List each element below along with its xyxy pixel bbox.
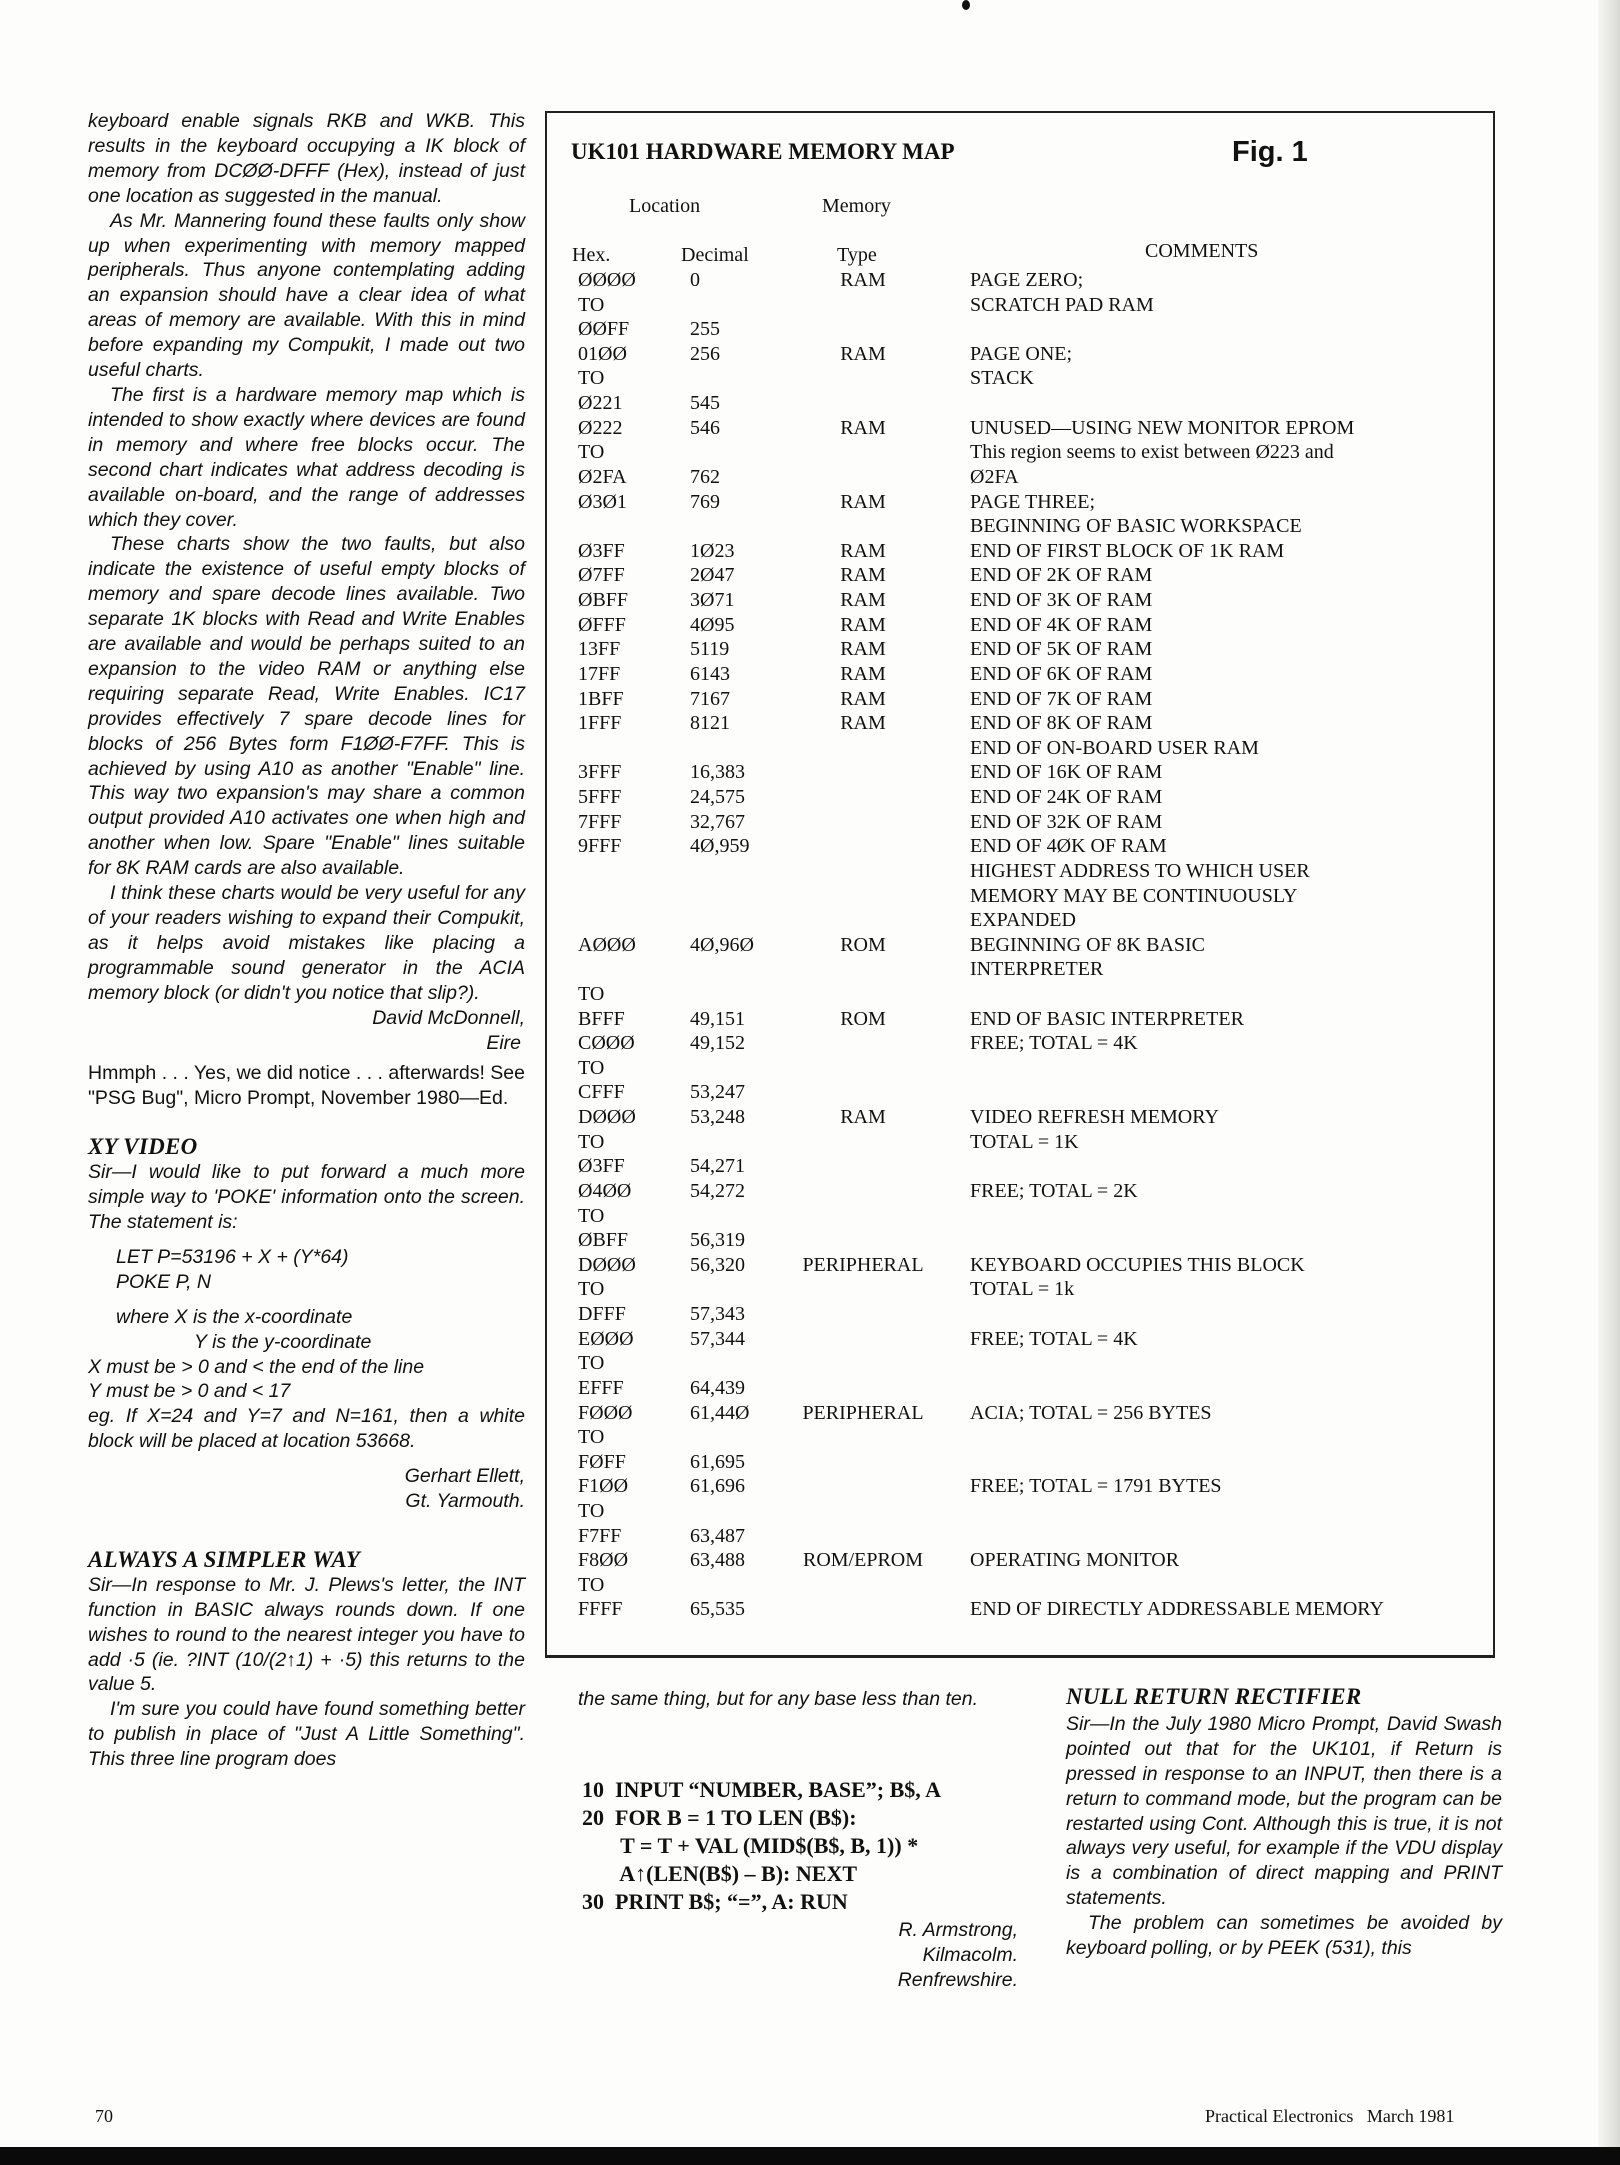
hex-cell: AØØØ — [578, 933, 636, 956]
decimal-cell: 61,44Ø — [690, 1401, 750, 1424]
decimal-cell: 769 — [690, 490, 720, 513]
code-line: POKE P, N — [116, 1270, 212, 1293]
comment-cell: FREE; TOTAL = 1791 BYTES — [970, 1475, 1222, 1498]
hex-cell: BFFF — [578, 1007, 625, 1030]
comment-cell: END OF DIRECTLY ADDRESSABLE MEMORY — [970, 1598, 1384, 1621]
letter-paragraph: The problem can sometimes be avoided by keyboard polling, or by PEEK (531), this — [1066, 1912, 1502, 1960]
decimal-cell: 16,383 — [690, 761, 745, 784]
section-heading-xy-video: XY VIDEO — [88, 1134, 198, 1160]
middle-column — [578, 1687, 1015, 1712]
hex-cell: Ø4ØØ — [578, 1179, 632, 1202]
comment-cell: END OF 16K OF RAM — [970, 761, 1163, 784]
constraint-line: X must be > 0 and < the end of the line — [88, 1355, 425, 1378]
editor-note: Hmmph . . . Yes, we did notice . . . afterwards! See "PSG Bug", Micro Prompt, November 1980—Ed. — [88, 1062, 525, 1110]
hex-cell: ØBFF — [578, 1229, 629, 1252]
signature-name: David McDonnell, — [372, 1006, 525, 1029]
decimal-cell: 2Ø47 — [690, 564, 735, 587]
section-heading-simpler-way: ALWAYS A SIMPLER WAY — [88, 1546, 361, 1572]
hex-cell: 9FFF — [578, 835, 622, 858]
hex-cell: ØØØØ — [578, 269, 636, 291]
decimal-cell: 61,695 — [690, 1450, 745, 1473]
hex-cell: Ø7FF — [578, 564, 625, 587]
decimal-cell: 32,767 — [690, 810, 745, 833]
hex-cell: FØØØ — [578, 1401, 633, 1424]
hex-cell: 1FFF — [578, 712, 622, 735]
letter-paragraph: I'm sure you could have found something better to publish in place of "Just A Little Something". This three line program does — [88, 1698, 525, 1771]
type-cell: RAM — [840, 269, 886, 291]
decimal-cell: 5119 — [690, 638, 730, 661]
hex-cell: Ø2FA — [578, 465, 627, 488]
comment-cell: Ø2FA — [970, 465, 1019, 488]
example-line: eg. If X=24 and Y=7 and N=161, then a white block will be placed at location 53668. — [88, 1405, 525, 1453]
hex-cell: TO — [578, 293, 605, 316]
decimal-cell: 1Ø23 — [690, 539, 735, 562]
comment-cell: OPERATING MONITOR — [970, 1549, 1180, 1572]
hex-cell: ØBFF — [578, 589, 629, 612]
comment-cell: TOTAL = 1k — [970, 1278, 1075, 1301]
hex-cell: ØØFF — [578, 318, 630, 341]
comment-cell: INTERPRETER — [970, 958, 1104, 981]
comment-cell: This region seems to exist between Ø223 and — [970, 441, 1334, 464]
hex-cell: Ø3Ø1 — [578, 490, 627, 513]
type-cell: RAM — [840, 1106, 886, 1129]
decimal-cell: 546 — [690, 416, 720, 439]
type-header: Type — [837, 244, 877, 266]
type-cell: RAM — [840, 416, 886, 439]
comment-cell: END OF BASIC INTERPRETER — [970, 1007, 1244, 1030]
comment-cell: KEYBOARD OCCUPIES THIS BLOCK — [970, 1253, 1305, 1276]
hex-cell: FFFF — [578, 1598, 623, 1621]
comment-cell: EXPANDED — [970, 909, 1076, 932]
decimal-cell: 54,271 — [690, 1155, 745, 1178]
letter-paragraph: the same thing, but for any base less than ten. — [578, 1688, 978, 1710]
figure-label: Fig. 1 — [1232, 136, 1308, 168]
type-cell: RAM — [840, 342, 886, 365]
memory-map-title: UK101 HARDWARE MEMORY MAP — [571, 139, 955, 164]
type-cell: ROM/EPROM — [802, 1549, 924, 1572]
comment-cell: UNUSED—USING NEW MONITOR EPROM — [970, 416, 1355, 439]
hex-cell: DØØØ — [578, 1253, 636, 1276]
hex-cell: F8ØØ — [578, 1549, 629, 1572]
type-cell: RAM — [840, 564, 886, 587]
comment-cell: VIDEO REFRESH MEMORY — [970, 1106, 1219, 1129]
hex-cell: TO — [578, 1278, 605, 1301]
comment-cell: ACIA; TOTAL = 256 BYTES — [970, 1401, 1212, 1424]
type-cell: RAM — [840, 539, 886, 562]
signature-place: Eire — [486, 1031, 521, 1054]
letter-paragraph: As Mr. Mannering found these faults only show up when experimenting with memory mapped peripherals. Thus anyone contemplating adding an expansion should have a clear idea of what areas of memory are available. With this in mind before expanding my Compukit, I made out two useful charts. — [88, 209, 525, 382]
letter-paragraph: The first is a hardware memory map which is intended to show exactly where devices are found in memory and where free blocks occur. The second chart indicates what address decoding is available on-board, and the range of addresses which they cover. — [88, 383, 525, 531]
type-cell: RAM — [840, 662, 886, 685]
decimal-cell: 65,535 — [690, 1598, 745, 1621]
comments-header: COMMENTS — [1145, 240, 1259, 262]
letter-paragraph: I think these charts would be very useful for any of your readers wishing to expand their Compukit, as it helps avoid mistakes like placing a programmable sound generator in the ACIA memory block (or didn't you notice that slip?). — [88, 882, 525, 1004]
type-cell: ROM — [840, 933, 886, 956]
decimal-cell: 53,247 — [690, 1081, 745, 1104]
section-heading-null-return: NULL RETURN RECTIFIER — [1066, 1684, 1362, 1709]
comment-cell: END OF 3K OF RAM — [970, 589, 1153, 612]
hex-cell: TO — [578, 1573, 605, 1596]
location-header: Location — [629, 195, 701, 217]
decimal-cell: 64,439 — [690, 1376, 745, 1399]
hex-cell: Ø222 — [578, 416, 623, 439]
comment-cell: END OF ON-BOARD USER RAM — [970, 736, 1259, 759]
hex-cell: TO — [578, 1130, 605, 1153]
scan-border — [0, 2147, 1620, 2165]
type-cell: RAM — [840, 613, 886, 636]
decimal-cell: 8121 — [690, 712, 730, 735]
program-line: T = T + VAL (MID$(B$, B, 1)) * — [582, 1833, 919, 1858]
hex-cell: 5FFF — [578, 786, 622, 809]
hex-cell: 17FF — [578, 662, 621, 685]
hex-cell: TO — [578, 1352, 605, 1375]
decimal-cell: 4Ø,959 — [690, 835, 750, 858]
comment-cell: PAGE THREE; — [970, 490, 1096, 513]
hex-cell: EØØØ — [578, 1327, 634, 1350]
hex-cell: Ø221 — [578, 392, 623, 415]
hex-cell: EFFF — [578, 1376, 624, 1399]
type-cell: PERIPHERAL — [802, 1401, 924, 1424]
comment-cell: END OF FIRST BLOCK OF 1K RAM — [970, 539, 1285, 562]
decimal-cell: 0 — [690, 269, 700, 291]
hex-cell: 13FF — [578, 638, 621, 661]
hex-cell: CFFF — [578, 1081, 625, 1104]
signature-county: Renfrewshire. — [897, 1968, 1018, 1991]
page-number: 70 — [95, 2106, 113, 2126]
decimal-cell: 256 — [690, 342, 720, 365]
comment-cell: END OF 8K OF RAM — [970, 712, 1153, 735]
comment-cell: END OF 2K OF RAM — [970, 564, 1153, 587]
definition-line: Y is the y-coordinate — [194, 1330, 372, 1353]
comment-cell: FREE; TOTAL = 4K — [970, 1327, 1138, 1350]
hex-cell: 7FFF — [578, 810, 622, 833]
decimal-cell: 4Ø,96Ø — [690, 933, 754, 956]
constraint-line: Y must be > 0 and < 17 — [88, 1380, 291, 1403]
letter-paragraph: These charts show the two faults, but also indicate the existence of useful empty blocks of memory and spare decode lines available. Two separate 1K blocks with Read and Write Enables are available and would be perhaps suited to an expansion to the video RAM or anything else requiring separate Read, Write Enables. IC17 provides effectively 7 spare decode lines for blocks of 256 Bytes form F1ØØ-F7FF. This is achieved by using A10 as another "Enable" line. This way two expansion's may share a common output provided A10 activates one when high and another when low. Spare "Enable" lines suitable for 8K RAM cards are also available. — [88, 533, 525, 880]
decimal-cell: 57,343 — [690, 1303, 745, 1326]
hex-cell: F1ØØ — [578, 1475, 629, 1498]
hex-cell: TO — [578, 1500, 605, 1522]
hex-cell: 1BFF — [578, 687, 624, 710]
hex-cell: CØØØ — [578, 1032, 635, 1055]
letter-paragraph: Sir—In response to Mr. J. Plews's letter, the INT function in BASIC always rounds down. If one wishes to round to the nearest integer you have to add ·5 (ie. ?INT (10/(2↑1) + ·5) this returns to the value 5. — [88, 1573, 525, 1696]
code-line: LET P=53196 + X + (Y*64) — [116, 1245, 349, 1268]
hex-cell: Ø3FF — [578, 1155, 625, 1178]
memory-header: Memory — [822, 195, 891, 217]
comment-cell: PAGE ZERO; — [970, 269, 1084, 291]
hex-cell: TO — [578, 367, 605, 390]
definition-line: where X is the x-coordinate — [116, 1305, 353, 1328]
hex-cell: 01ØØ — [578, 342, 627, 365]
hex-cell: TO — [578, 1056, 605, 1079]
decimal-cell: 3Ø71 — [690, 589, 735, 612]
type-cell: PERIPHERAL — [802, 1253, 924, 1276]
comment-cell: HIGHEST ADDRESS TO WHICH USER — [970, 859, 1310, 882]
decimal-cell: 24,575 — [690, 786, 745, 809]
decimal-cell: 49,151 — [690, 1007, 745, 1030]
hex-cell: DØØØ — [578, 1106, 636, 1129]
type-cell: RAM — [840, 712, 886, 735]
comment-cell: FREE; TOTAL = 2K — [970, 1179, 1138, 1202]
comment-cell: BEGINNING OF BASIC WORKSPACE — [970, 515, 1302, 538]
decimal-cell: 63,487 — [690, 1524, 745, 1547]
hex-cell: F7FF — [578, 1524, 622, 1547]
decimal-cell: 545 — [690, 392, 720, 415]
signature-name: Gerhart Ellett, — [404, 1465, 525, 1488]
comment-cell: END OF 24K OF RAM — [970, 786, 1163, 809]
decimal-cell: 54,272 — [690, 1179, 745, 1202]
hex-cell: TO — [578, 1426, 605, 1449]
hex-cell: TO — [578, 982, 605, 1005]
signature-name: R. Armstrong, — [898, 1919, 1018, 1941]
publication-footer: Practical Electronics March 1981 — [1205, 2106, 1455, 2126]
comment-cell: MEMORY MAY BE CONTINUOUSLY — [970, 884, 1298, 907]
signature-block — [760, 1918, 1018, 1993]
comment-cell: END OF 5K OF RAM — [970, 638, 1153, 661]
decimal-cell: 4Ø95 — [690, 613, 735, 636]
comment-cell: BEGINNING OF 8K BASIC — [970, 933, 1206, 956]
comment-cell: END OF 7K OF RAM — [970, 687, 1153, 710]
hex-cell: FØFF — [578, 1450, 626, 1473]
program-line: A↑(LEN(B$) – B): NEXT — [582, 1861, 858, 1886]
comment-cell: END OF 6K OF RAM — [970, 662, 1153, 685]
comment-cell: END OF 4ØK OF RAM — [970, 835, 1167, 858]
decimal-cell: 56,319 — [690, 1229, 745, 1252]
type-cell: ROM — [840, 1007, 886, 1030]
letter-paragraph: keyboard enable signals RKB and WKB. This results in the keyboard occupying a IK block of memory from DCØØ-DFFF (Hex), instead of just one location as suggested in the manual. — [88, 110, 525, 207]
print-speck — [962, 0, 970, 10]
program-line: 20 FOR B = 1 TO LEN (B$): — [582, 1805, 857, 1830]
hex-cell: 3FFF — [578, 761, 622, 784]
decimal-cell: 57,344 — [690, 1327, 745, 1350]
decimal-cell: 56,320 — [690, 1253, 745, 1276]
type-cell: RAM — [840, 490, 886, 513]
comment-cell: FREE; TOTAL = 4K — [970, 1032, 1138, 1055]
decimal-cell: 49,152 — [690, 1032, 745, 1055]
comment-cell: PAGE ONE; — [970, 342, 1073, 365]
program-line: 10 INPUT “NUMBER, BASE”; B$, A — [582, 1777, 941, 1802]
comment-cell: STACK — [970, 367, 1034, 390]
type-cell: RAM — [840, 687, 886, 710]
decimal-cell: 53,248 — [690, 1106, 745, 1129]
hex-cell: ØFFF — [578, 613, 626, 636]
hex-cell: TO — [578, 441, 605, 464]
decimal-cell: 6143 — [690, 662, 730, 685]
comment-cell: TOTAL = 1K — [970, 1130, 1079, 1153]
comment-cell: SCRATCH PAD RAM — [970, 293, 1154, 316]
comment-cell: END OF 4K OF RAM — [970, 613, 1153, 636]
decimal-cell: 61,696 — [690, 1475, 745, 1498]
type-cell: RAM — [840, 638, 886, 661]
hex-header: Hex. — [572, 244, 611, 266]
left-column — [88, 109, 525, 1772]
page-edge-shadow — [1598, 0, 1620, 2165]
hex-cell: TO — [578, 1204, 605, 1227]
decimal-cell: 63,488 — [690, 1549, 745, 1572]
comment-cell: END OF 32K OF RAM — [970, 810, 1163, 833]
right-column — [1066, 1685, 1502, 1961]
signature-place: Kilmacolm. — [922, 1943, 1018, 1966]
hex-cell: Ø3FF — [578, 539, 625, 562]
decimal-header: Decimal — [681, 244, 749, 266]
hex-cell: DFFF — [578, 1303, 626, 1326]
decimal-cell: 762 — [690, 465, 720, 488]
letter-paragraph: Sir—I would like to put forward a much more simple way to 'POKE' information onto the screen. The statement is: — [88, 1161, 525, 1233]
decimal-cell: 7167 — [690, 687, 730, 710]
program-line: 30 PRINT B$; “=”, A: RUN — [582, 1889, 848, 1914]
basic-program — [582, 1776, 941, 1916]
type-cell: RAM — [840, 589, 886, 612]
letter-paragraph: Sir—In the July 1980 Micro Prompt, David Swash pointed out that for the UK101, if Return is pressed in response to an INPUT, then there is a return to command mode, but the program can be restarted using Cont. Although this is true, it is not always very useful, for example if the VDU display is a combination of direct mapping and PRINT statements. — [1066, 1712, 1502, 1910]
decimal-cell: 255 — [690, 318, 720, 341]
signature-place: Gt. Yarmouth. — [405, 1490, 525, 1513]
